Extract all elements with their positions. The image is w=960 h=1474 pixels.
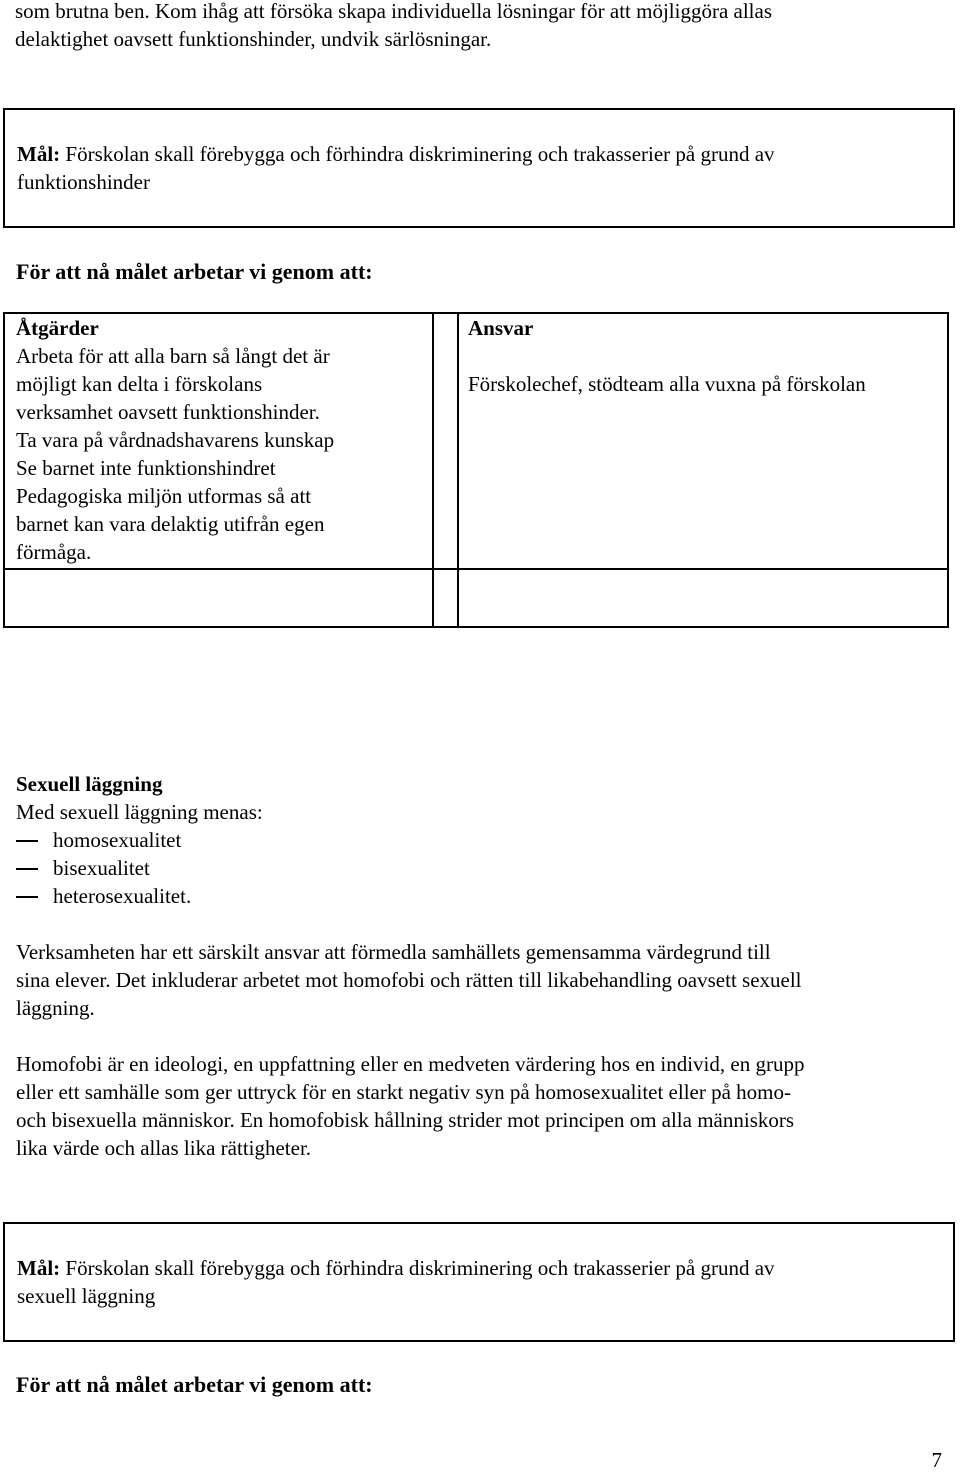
measures-line: Ta vara på vårdnadshavarens kunskap xyxy=(16,428,335,452)
goal-label: Mål: xyxy=(17,1256,61,1280)
table-col-divider-b xyxy=(457,312,459,628)
responsibility-header: Ansvar xyxy=(468,316,534,340)
goal-box-sexual-orientation xyxy=(3,1222,955,1342)
measures-line: Se barnet inte funktionshindret xyxy=(16,456,276,480)
paragraph-line: läggning. xyxy=(16,996,95,1020)
measures-line: Pedagogiska miljön utformas så att xyxy=(16,484,312,508)
measures-header: Åtgärder xyxy=(16,316,99,340)
list-item-text: bisexualitet xyxy=(53,856,150,880)
paragraph-line: sina elever. Det inkluderar arbetet mot homofobi och rätten till likabehandling oavsett sexuell xyxy=(16,968,802,992)
responsibility-text: Förskolechef, stödteam alla vuxna på förskolan xyxy=(468,372,866,396)
table-col-divider-a xyxy=(432,312,434,628)
list-item xyxy=(16,854,946,882)
intro-paragraph xyxy=(15,0,945,53)
goal-text: Förskolan skall förebygga och förhindra diskriminering och trakasserier på grund av xyxy=(60,142,775,166)
paragraph-line: Homofobi är en ideologi, en uppfattning eller en medveten värdering hos en individ, en grupp xyxy=(16,1052,805,1076)
intro-line-1: som brutna ben. Kom ihåg att försöka skapa individuella lösningar för att möjliggöra allas xyxy=(15,0,772,23)
table-left-border xyxy=(3,312,5,628)
intro-line-2: delaktighet oavsett funktionshinder, undvik särlösningar. xyxy=(15,27,492,51)
table-row-divider xyxy=(3,568,949,570)
section-intro: Med sexuell läggning menas: xyxy=(16,800,263,824)
measures-line: verksamhet oavsett funktionshinder. xyxy=(16,400,320,424)
page-number: 7 xyxy=(931,1448,942,1472)
section-heading: Sexuell läggning xyxy=(16,772,163,796)
list-item xyxy=(16,882,946,910)
goal-box-disability xyxy=(3,108,955,228)
measures-line: möjligt kan delta i förskolans xyxy=(16,372,263,396)
paragraph-line: Verksamheten har ett särskilt ansvar att förmedla samhällets gemensamma värdegrund till xyxy=(16,940,771,964)
goal-line-1 xyxy=(17,1254,917,1282)
dash-bullet-icon xyxy=(16,868,38,870)
goal-label: Mål: xyxy=(17,142,61,166)
paragraph-line: eller ett samhälle som ger uttryck för en starkt negativ syn på homosexualitet eller på homo- xyxy=(16,1080,792,1104)
list-item xyxy=(16,826,946,854)
paragraph-responsibility xyxy=(16,938,946,1022)
responsibility-cell xyxy=(468,314,948,398)
section-sexual-orientation xyxy=(16,770,946,1162)
paragraph-homophobia xyxy=(16,1050,946,1162)
list-item-text: homosexualitet xyxy=(53,828,182,852)
dash-bullet-icon xyxy=(16,840,38,842)
goal-line-2: funktionshinder xyxy=(17,170,150,194)
list-item-text: heterosexualitet. xyxy=(53,884,192,908)
measures-line: Arbeta för att alla barn så långt det är xyxy=(16,344,330,368)
table-bottom-border xyxy=(3,626,949,628)
goal-text: Förskolan skall förebygga och förhindra diskriminering och trakasserier på grund av xyxy=(60,1256,775,1280)
dash-bullet-icon xyxy=(16,896,38,898)
work-heading-1: För att nå målet arbetar vi genom att: xyxy=(16,259,373,284)
paragraph-line: lika värde och allas lika rättigheter. xyxy=(16,1136,312,1160)
measures-line: barnet kan vara delaktig utifrån egen xyxy=(16,512,325,536)
measures-cell xyxy=(16,314,426,566)
work-heading-2: För att nå målet arbetar vi genom att: xyxy=(16,1372,373,1397)
paragraph-line: och bisexuella människor. En homofobisk hållning strider mot principen om alla människors xyxy=(16,1108,795,1132)
goal-line-2: sexuell läggning xyxy=(17,1284,156,1308)
goal-line-1 xyxy=(17,140,917,168)
measures-line: förmåga. xyxy=(16,540,92,564)
